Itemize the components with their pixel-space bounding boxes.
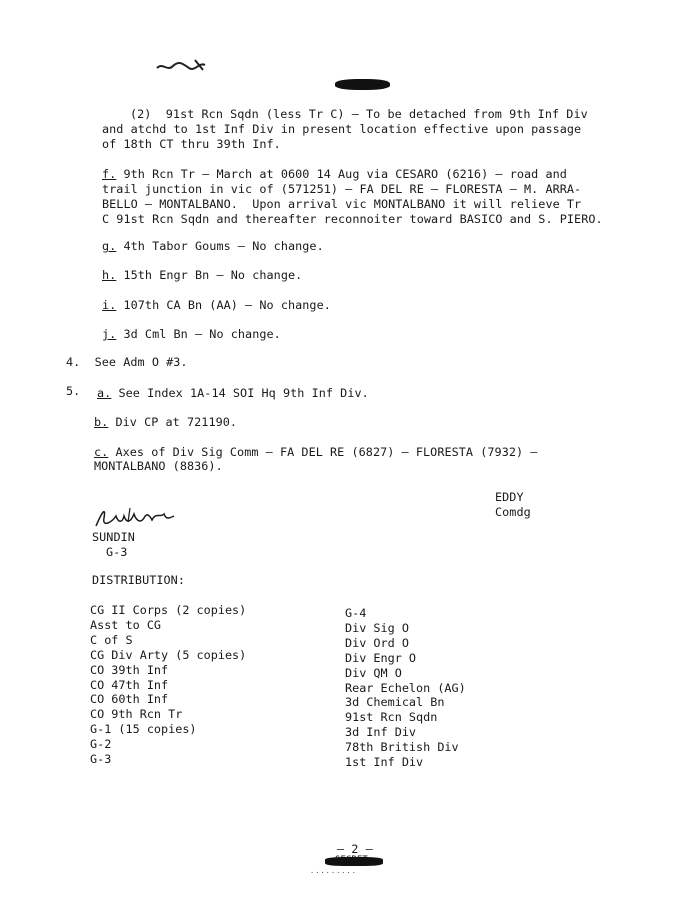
para-j-text: 3d Cml Bn – No change.: [116, 327, 281, 341]
para-5c-line-1: [94, 445, 537, 459]
para-f-line-1: [102, 167, 567, 181]
distribution-right-item: Div Engr O: [345, 650, 417, 665]
scribble-icon: [155, 58, 210, 74]
para-j-label: j.: [102, 327, 117, 341]
distribution-right-item: Div Sig O: [345, 620, 409, 635]
distribution-left-item: CO 60th Inf: [90, 692, 169, 707]
para-i-text: 107th CA Bn (AA) – No change.: [116, 298, 331, 312]
para-h-label: h.: [102, 268, 117, 282]
para-5b-label: b.: [94, 415, 109, 429]
para-5-number: 5.: [66, 384, 81, 398]
para-f-text: 9th Rcn Tr – March at 0600 14 Aug via CESARO (6216) – road and: [116, 167, 567, 181]
distribution-left-item: G-1 (15 copies): [90, 722, 197, 737]
distribution-left-item: CG II Corps (2 copies): [90, 603, 247, 617]
para-5b: [94, 415, 237, 429]
footer-stamp: ·········: [310, 869, 357, 877]
para-5c-line-2: MONTALBANO (8836).: [94, 459, 223, 473]
para-5a: [97, 386, 369, 400]
commander-name: EDDY: [495, 490, 524, 504]
para-2-line-2: and atchd to 1st Inf Div in present location effective upon passage: [102, 122, 582, 136]
para-g-label: g.: [102, 239, 117, 253]
signature-image: [92, 502, 177, 532]
para-i: [102, 298, 331, 312]
para-g-text: 4th Tabor Goums – No change.: [116, 239, 324, 253]
distribution-left-item: C of S: [90, 632, 133, 647]
redaction-bar-top: [335, 79, 390, 90]
distribution-right-item: G-4: [345, 606, 367, 620]
distribution-right-item: 1st Inf Div: [345, 755, 424, 770]
para-h: [102, 268, 302, 282]
distribution-label: DISTRIBUTION:: [92, 573, 185, 587]
distribution-right-item: Div QM O: [345, 665, 402, 680]
distribution-right-item: 3d Inf Div: [345, 725, 417, 740]
distribution-right-list: [345, 606, 466, 770]
para-i-label: i.: [102, 298, 117, 312]
distribution-left-item: CO 9th Rcn Tr: [90, 707, 183, 722]
para-2-line-3: of 18th CT thru 39th Inf.: [102, 137, 281, 151]
distribution-left-item: G-2: [90, 737, 112, 752]
distribution-left-item: CG Div Arty (5 copies): [90, 647, 247, 662]
signer-name: SUNDIN: [92, 530, 135, 544]
para-g: [102, 239, 324, 253]
distribution-left-list: [90, 603, 246, 767]
commander-title: Comdg: [495, 505, 531, 519]
distribution-right-item: Div Ord O: [345, 635, 409, 650]
para-5c-text: Axes of Div Sig Comm – FA DEL RE (6827) – FLORESTA (7932) –: [108, 445, 538, 459]
para-f-line-2: trail junction in vic of (571251) – FA DEL RE – FLORESTA – M. ARRA-: [102, 182, 582, 196]
distribution-right-item: 3d Chemical Bn: [345, 695, 445, 710]
para-4: 4. See Adm O #3.: [66, 355, 188, 369]
footer-classification: SECRET: [335, 855, 368, 865]
distribution-left-item: G-3: [90, 752, 112, 767]
para-5b-text: Div CP at 721190.: [108, 415, 238, 429]
para-j: [102, 327, 281, 341]
distribution-right-item: 91st Rcn Sqdn: [345, 710, 438, 725]
para-h-text: 15th Engr Bn – No change.: [116, 268, 303, 282]
signer-title: G-3: [106, 545, 128, 559]
distribution-left-item: CO 39th Inf: [90, 662, 169, 677]
distribution-left-item: CO 47th Inf: [90, 677, 169, 692]
para-5a-label: a.: [97, 386, 112, 400]
para-5c-label: c.: [94, 445, 109, 459]
para-f-label: f.: [102, 167, 117, 181]
distribution-right-item: Rear Echelon (AG): [345, 680, 466, 695]
para-f-line-3: BELLO – MONTALBANO. Upon arrival vic MONTALBANO it will relieve Tr: [102, 197, 582, 211]
para-f-line-4: C 91st Rcn Sqdn and thereafter reconnoiter toward BASICO and S. PIERO.: [102, 212, 603, 226]
distribution-right-item: 78th British Div: [345, 740, 459, 755]
distribution-left-item: Asst to CG: [90, 617, 162, 632]
para-2-line-1: (2) 91st Rcn Sqdn (less Tr C) – To be detached from 9th Inf Div: [130, 107, 588, 121]
para-5a-text: See Index 1A-14 SOI Hq 9th Inf Div.: [111, 386, 369, 400]
page-number: – 2 –: [337, 842, 373, 856]
handwritten-mark: [155, 58, 210, 77]
